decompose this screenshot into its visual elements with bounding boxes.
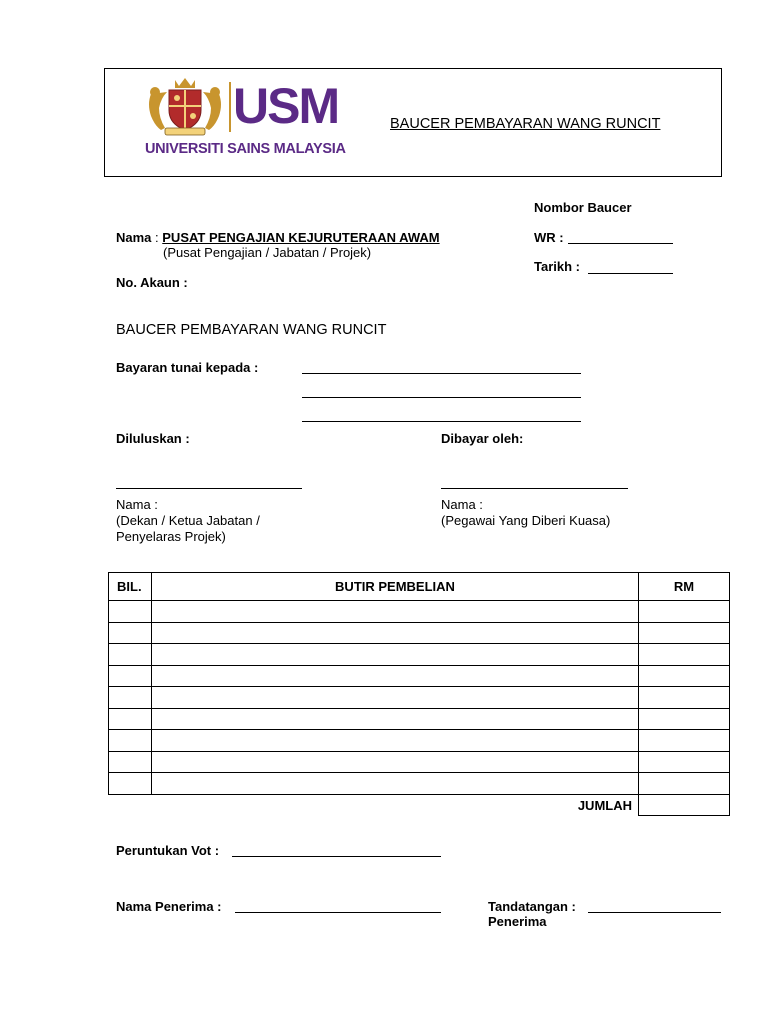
butir-cell[interactable] [152,644,639,666]
table-row [109,665,730,687]
bil-cell[interactable] [109,601,152,623]
butir-cell[interactable] [152,665,639,687]
rm-cell[interactable] [639,751,730,773]
peruntukan-label: Peruntukan Vot : [116,843,220,858]
bayaran-label: Bayaran tunai kepada : [116,360,259,375]
col-rm-header: RM [639,573,730,601]
col-butir-header: BUTIR PEMBELIAN [152,573,639,601]
tarikh-label: Tarikh : [534,259,580,274]
rm-cell[interactable] [639,773,730,795]
table-row [109,687,730,709]
nombor-baucer-label: Nombor Baucer [534,200,632,215]
table-row [109,601,730,623]
items-table [108,572,730,816]
diluluskan-label: Diluluskan : [116,431,190,446]
table-row [109,773,730,795]
butir-cell[interactable] [152,601,639,623]
nama-hint: (Pusat Pengajian / Jabatan / Projek) [163,245,372,260]
tarikh-field[interactable] [588,273,673,274]
table-row [109,622,730,644]
butir-cell[interactable] [152,687,639,709]
table-row [109,708,730,730]
diluluskan-role-1: (Dekan / Ketua Jabatan / [116,513,260,528]
rm-cell[interactable] [639,622,730,644]
nama-value: PUSAT PENGAJIAN KEJURUTERAAN AWAM [162,230,440,245]
nama-label: Nama [116,230,152,245]
usm-crest-icon [145,74,225,138]
tandatangan-field[interactable] [588,912,721,913]
rm-cell[interactable] [639,644,730,666]
usm-divider [229,82,231,132]
bil-cell[interactable] [109,644,152,666]
tandatangan-sub: Penerima [488,914,547,929]
penerima-label: Nama Penerima : [116,899,222,914]
jumlah-row [109,794,730,816]
blank-cell [109,794,152,816]
bayaran-line-1[interactable] [302,373,581,374]
diluluskan-role-2: Penyelaras Projek) [116,529,226,544]
no-akaun-label: No. Akaun : [116,275,188,290]
col-bil-header: BIL. [109,573,152,601]
dibayar-role: (Pegawai Yang Diberi Kuasa) [441,513,611,528]
butir-cell[interactable] [152,773,639,795]
nama-colon: : [151,230,163,245]
bayaran-line-3[interactable] [302,421,581,422]
rm-cell[interactable] [639,708,730,730]
butir-cell[interactable] [152,622,639,644]
peruntukan-field[interactable] [232,856,441,857]
table-row [109,730,730,752]
wr-field[interactable] [568,243,673,244]
table-row [109,751,730,773]
section-title: BAUCER PEMBAYARAN WANG RUNCIT [116,322,387,338]
butir-cell[interactable] [152,708,639,730]
bil-cell[interactable] [109,687,152,709]
bil-cell[interactable] [109,708,152,730]
butir-cell[interactable] [152,751,639,773]
items-body [109,601,730,816]
bil-cell[interactable] [109,730,152,752]
nama-row [116,230,440,245]
bil-cell[interactable] [109,622,152,644]
rm-cell[interactable] [639,730,730,752]
university-name: UNIVERSITI SAINS MALAYSIA [145,141,346,157]
bil-cell[interactable] [109,751,152,773]
penerima-field[interactable] [235,912,441,913]
wr-label: WR : [534,230,564,245]
butir-cell[interactable] [152,730,639,752]
bil-cell[interactable] [109,665,152,687]
rm-cell[interactable] [639,687,730,709]
dibayar-nama: Nama : [441,497,483,512]
diluluskan-signature-line[interactable] [116,488,302,489]
jumlah-label: JUMLAH [577,797,632,813]
diluluskan-nama: Nama : [116,497,158,512]
dibayar-label: Dibayar oleh: [441,431,524,446]
bil-cell[interactable] [109,773,152,795]
usm-logo [145,74,346,164]
table-row [109,644,730,666]
header-title: BAUCER PEMBAYARAN WANG RUNCIT [390,116,661,132]
table-header-row [109,573,730,601]
usm-wordmark: USM [233,78,339,134]
tandatangan-label: Tandatangan : [488,899,576,914]
rm-cell[interactable] [639,665,730,687]
dibayar-signature-line[interactable] [441,488,628,489]
rm-cell[interactable] [639,601,730,623]
jumlah-value-cell[interactable] [639,794,730,816]
bayaran-line-2[interactable] [302,397,581,398]
